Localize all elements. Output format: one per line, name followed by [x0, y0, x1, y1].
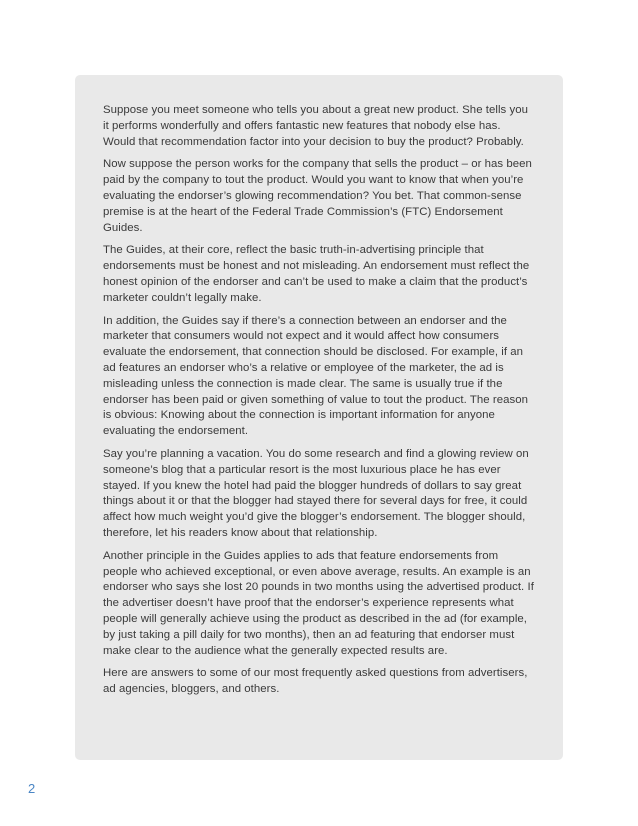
page-number: 2 [28, 781, 36, 796]
paragraph-faq-intro: Here are answers to some of our most frequently asked questions from advertisers, ad agencies, bloggers, and others. [103, 667, 528, 696]
paragraph-guides-core: The Guides, at their core, reflect the basic truth-in-advertising principle that endorsements must be honest and not misleading. An endorsement must reflect the honest opinion of the endorser and can’t be used to make a claim that the product’s marketer couldn’t legally make. [103, 244, 530, 304]
paragraph-exceptional-results: Another principle in the Guides applies to ads that feature endorsements from people who achieved exceptional, or even above average, results. An example is an endorser who says she lost 20 pounds in two months using the advertised product. If the advertiser doesn’t have proof that the endorser’s experience represents what people will generally achieve using the product as described in the ad (for example, by just taking a pill daily for two months), then an ad featuring that endorser must make clear to the audience what the generally expected results are. [103, 549, 534, 657]
content-panel [75, 75, 563, 760]
paragraph-intro: Suppose you meet someone who tells you about a great new product. She tells you it performs wonderfully and offers fantastic new features that nobody else has. Would that recommendation factor into your decision to buy the product? Probably. [103, 104, 529, 148]
paragraph-paid-endorser: Now suppose the person works for the company that sells the product – or has been paid by the company to tout the product. Would you want to know that when you’re evaluating the endorser’s glowing recommendation? You bet. That common-sense premise is at the heart of the Federal Trade Commission’s (FTC) Endorsement Guides. [103, 158, 532, 234]
paragraph-vacation-example: Say you’re planning a vacation. You do some research and find a glowing review on someone’s blog that a particular resort is the most luxurious place he has ever stayed. If you knew the hotel had paid the blogger hundreds of dollars to say great things about it or that the blogger had stayed there for several days for free, it could affect how much weight you’d give the blogger’s endorsement. The blogger should, therefore, let his readers know about that relationship. [103, 447, 529, 539]
paragraph-connection-disclosure: In addition, the Guides say if there’s a connection between an endorser and the marketer that consumers would not expect and it would affect how consumers evaluate the endorsement, that connection should be disclosed. For example, if an ad features an endorser who’s a relative or employee of the marketer, the ad is misleading unless the connection is made clear. The same is usually true if the endorser has been paid or given something of value to tout the product. The reason is obvious: Knowing about the connection is important information for anyone evaluating the endorsement. [103, 314, 528, 438]
